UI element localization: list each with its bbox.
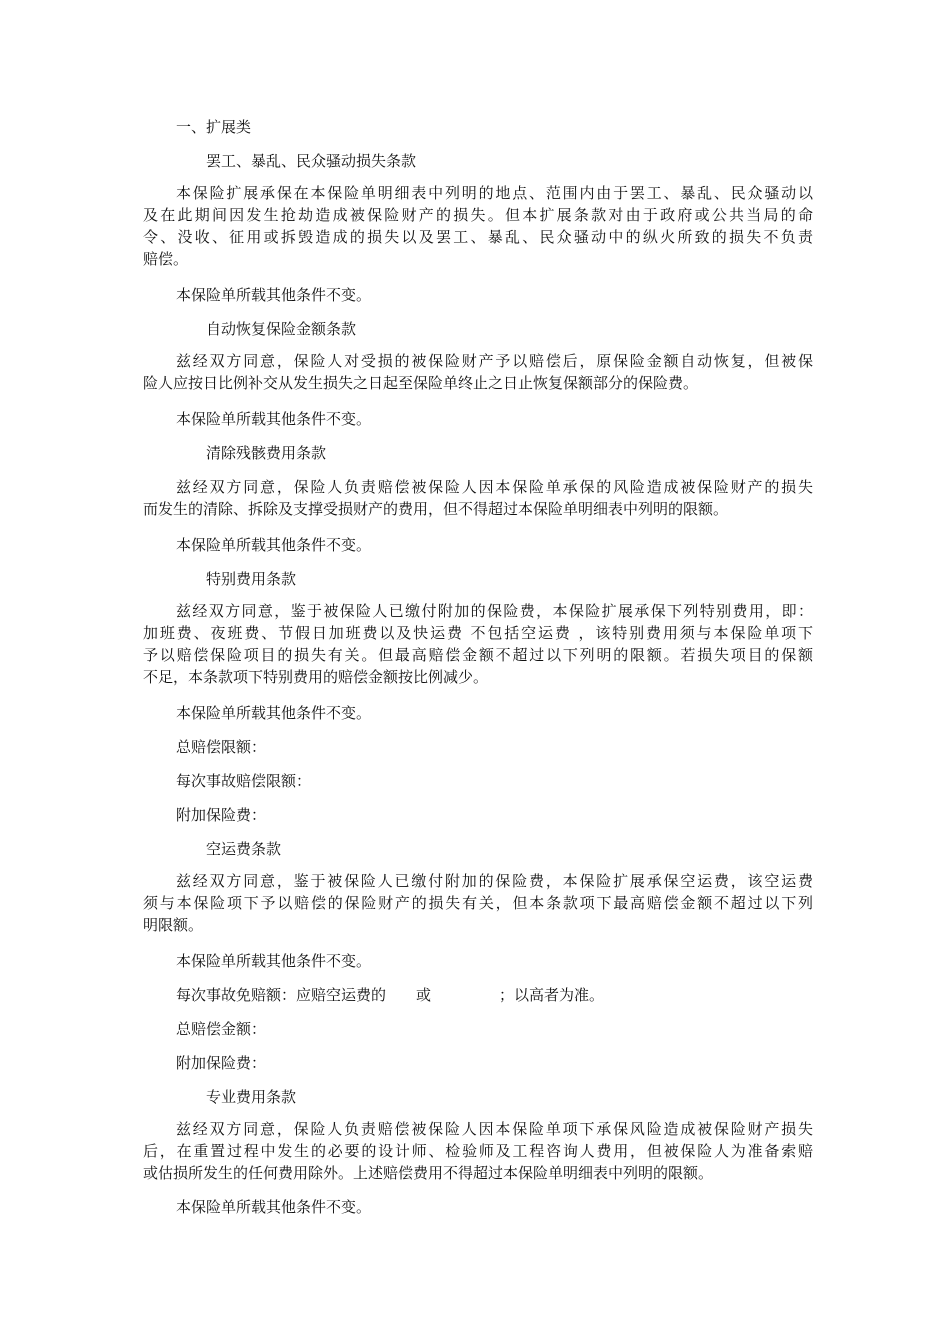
body-line: 后，在重置过程中发生的必要的设计师、检验师及工程咨询人费用，但被保险人为准备索赔 (143, 1142, 813, 1160)
clause-body-professional-fees (143, 1118, 813, 1184)
clause-body-airfreight (143, 870, 813, 936)
body-line: 本保险扩展承保在本保险单明细表中列明的地点、范围内由于罢工、暴乱、民众骚动以 (176, 184, 813, 202)
clause-title-strike-riot: 罢工、暴乱、民众骚动损失条款 (206, 152, 417, 170)
body-line: 兹经双方同意，鉴于被保险人已缴付附加的保险费，本保险扩展承保空运费，该空运费 (176, 872, 813, 890)
body-line: 兹经双方同意，保险人负责赔偿被保险人因本保险单项下承保风险造成被保险财产损失 (176, 1120, 813, 1138)
field-additional-premium: 附加保险费： (176, 806, 267, 824)
deductible-suffix: ；以高者为准。 (499, 986, 605, 1004)
field-additional-premium: 附加保险费： (176, 1054, 267, 1072)
body-line: 令、没收、征用或拆毁造成的损失以及罢工、暴乱、民众骚动中的纵火所致的损失不负责 (143, 228, 813, 246)
closing-line: 本保险单所载其他条件不变。 (176, 286, 372, 304)
closing-line: 本保险单所载其他条件不变。 (176, 952, 372, 970)
body-line: 须与本保险项下予以赔偿的保险财产的损失有关，但本条款项下最高赔偿金额不超过以下列 (143, 894, 813, 912)
clause-title-auto-reinstatement: 自动恢复保险金额条款 (206, 320, 357, 338)
field-deductible (176, 984, 604, 1006)
body-line: 赔偿。 (143, 250, 189, 268)
closing-line: 本保险单所载其他条件不变。 (176, 1198, 372, 1216)
field-total-limit: 总赔偿限额： (176, 738, 267, 756)
closing-line: 本保险单所载其他条件不变。 (176, 410, 372, 428)
clause-body-debris-removal (143, 476, 813, 520)
section-title: 一、扩展类 (176, 118, 252, 136)
clause-body-special-expenses (143, 600, 813, 688)
closing-line: 本保险单所载其他条件不变。 (176, 704, 372, 722)
body-line: 险人应按日比例补交从发生损失之日起至保险单终止之日止恢复保额部分的保险费。 (143, 374, 699, 392)
body-line: 而发生的清除、拆除及支撑受损财产的费用，但不得超过本保险单明细表中列明的限额。 (143, 500, 729, 518)
clause-title-professional-fees: 专业费用条款 (206, 1088, 297, 1106)
body-line: 及在此期间因发生抢劫造成被保险财产的损失。但本扩展条款对由于政府或公共当局的命 (143, 206, 813, 224)
body-line: 明限额。 (143, 916, 204, 934)
clause-title-airfreight: 空运费条款 (206, 840, 282, 858)
clause-title-special-expenses: 特别费用条款 (206, 570, 297, 588)
body-line: 不足，本条款项下特别费用的赔偿金额按比例减少。 (143, 668, 489, 686)
body-line: 兹经双方同意，鉴于被保险人已缴付附加的保险费，本保险扩展承保下列特别费用，即： (176, 602, 813, 620)
closing-line: 本保险单所载其他条件不变。 (176, 536, 372, 554)
deductible-or: 或 (416, 986, 432, 1004)
body-line: 或估损所发生的任何费用除外。上述赔偿费用不得超过本保险单明细表中列明的限额。 (143, 1164, 714, 1182)
clause-title-debris-removal: 清除残骸费用条款 (206, 444, 327, 462)
deductible-prefix: 每次事故免赔额：应赔空运费的 (176, 986, 387, 1004)
field-total-indemnity: 总赔偿金额： (176, 1020, 267, 1038)
body-line: 兹经双方同意，保险人负责赔偿被保险人因本保险单承保的风险造成被保险财产的损失 (176, 478, 813, 496)
body-line: 加班费、夜班费、节假日加班费以及快运费 不包括空运费 ，该特别费用须与本保险单项下 (143, 624, 813, 642)
body-line: 予以赔偿保险项目的损失有关。但最高赔偿金额不超过以下列明的限额。若损失项目的保额 (143, 646, 813, 664)
clause-body-strike-riot (143, 182, 813, 270)
clause-body-auto-reinstatement (143, 350, 813, 394)
field-per-accident-limit: 每次事故赔偿限额： (176, 772, 312, 790)
body-line: 兹经双方同意，保险人对受损的被保险财产予以赔偿后，原保险金额自动恢复，但被保 (176, 352, 813, 370)
